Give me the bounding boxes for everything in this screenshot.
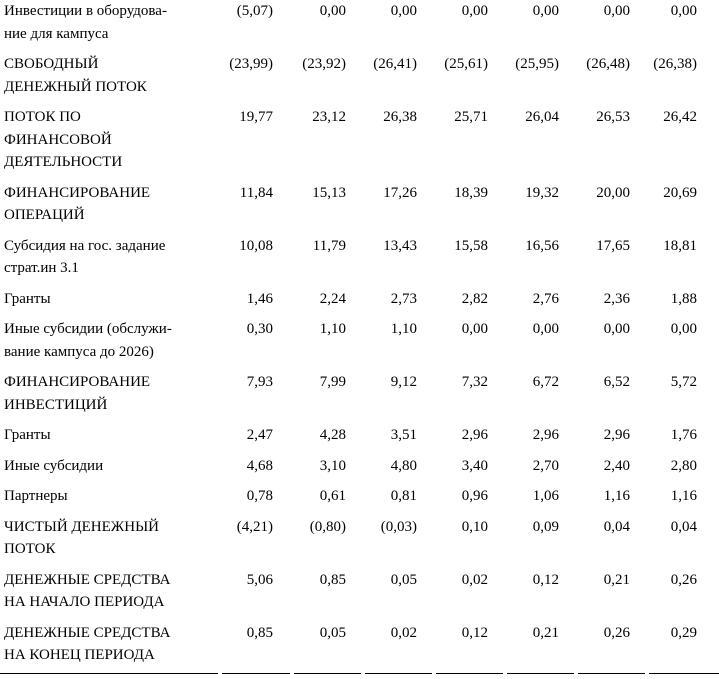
value-cell: 2,36: [603, 290, 630, 307]
row-label: ФИНАНСИРОВАНИЕ ИНВЕСТИЦИЙ: [4, 374, 151, 413]
rule-gap: [361, 673, 365, 674]
value-cell: 16,56: [525, 237, 559, 254]
value-cell: 26,53: [596, 109, 630, 125]
row-label: Партнеры: [4, 488, 68, 504]
rule-gap: [432, 673, 436, 674]
value-cell: 2,82: [461, 290, 488, 307]
value-cell: (23,99): [229, 56, 273, 72]
table-row: [0, 485, 719, 516]
value-cell: 0,81: [390, 488, 417, 504]
value-cell: 0,12: [532, 571, 559, 588]
value-cell: 19,77: [239, 109, 273, 125]
rule-gap: [503, 673, 507, 674]
value-cell: 0,00: [319, 3, 346, 19]
value-cell: (0,80): [309, 518, 346, 535]
value-cell: 23,12: [312, 109, 346, 125]
value-cell: 2,80: [670, 457, 697, 474]
value-cell: 0,00: [461, 321, 488, 337]
value-cell: 18,81: [663, 237, 697, 254]
value-cell: 2,24: [319, 290, 346, 307]
value-cell: 0,26: [670, 571, 697, 588]
value-cell: 0,00: [390, 3, 417, 19]
value-cell: 5,06: [246, 571, 273, 588]
value-cell: 0,10: [461, 518, 488, 535]
value-cell: 0,04: [603, 518, 630, 535]
value-cell: 9,12: [390, 374, 417, 390]
rule-gap: [218, 673, 222, 674]
rule-gap: [645, 673, 649, 674]
value-cell: 2,47: [246, 427, 273, 443]
value-cell: 7,32: [461, 374, 488, 390]
table-row: [0, 106, 719, 182]
value-cell: 13,43: [383, 237, 417, 254]
value-cell: 4,68: [246, 457, 273, 474]
value-cell: 3,51: [390, 427, 417, 443]
value-cell: 26,38: [383, 109, 417, 125]
value-cell: 0,30: [246, 321, 273, 337]
value-cell: 1,88: [670, 290, 697, 307]
value-cell: 0,04: [670, 518, 697, 535]
row-label: ПОТОК ПО ФИНАНСОВОЙ ДЕЯТЕЛЬНОСТИ: [4, 109, 123, 170]
value-cell: 7,99: [319, 374, 346, 390]
value-cell: 0,00: [603, 321, 630, 337]
value-cell: 0,02: [390, 624, 417, 641]
value-cell: 3,10: [319, 457, 346, 474]
value-cell: 0,12: [461, 624, 488, 641]
table-row: [0, 622, 719, 675]
value-cell: 1,10: [390, 321, 417, 337]
row-label: Субсидия на гос. задание страт.ин 3.1: [4, 237, 166, 276]
value-cell: 0,00: [461, 3, 488, 19]
value-cell: 1,46: [246, 290, 273, 307]
value-cell: 0,21: [532, 624, 559, 641]
table-row: [0, 318, 719, 371]
value-cell: 10,08: [239, 237, 273, 254]
value-cell: (26,38): [653, 56, 697, 72]
value-cell: 0,96: [461, 488, 488, 504]
rule-gap: [290, 673, 294, 674]
value-cell: 15,58: [454, 237, 488, 254]
value-cell: 0,05: [319, 624, 346, 641]
value-cell: 19,32: [525, 184, 559, 201]
value-cell: (25,61): [444, 56, 488, 72]
value-cell: 0,85: [246, 624, 273, 641]
value-cell: 1,76: [670, 427, 697, 443]
value-cell: (26,41): [373, 56, 417, 72]
row-label: Иные субсидии (обслужи- вание кампуса до 2026): [4, 321, 172, 360]
value-cell: 11,84: [239, 184, 273, 201]
value-cell: 2,70: [532, 457, 559, 474]
value-cell: 2,96: [461, 427, 488, 443]
row-label: Гранты: [4, 290, 51, 307]
value-cell: 20,69: [663, 184, 697, 201]
value-cell: 17,65: [596, 237, 630, 254]
row-label: ДЕНЕЖНЫЕ СРЕДСТВА НА КОНЕЦ ПЕРИОДА: [4, 624, 171, 663]
value-cell: 0,85: [319, 571, 346, 588]
value-cell: 0,29: [670, 624, 697, 641]
value-cell: 6,52: [603, 374, 630, 390]
table-row: [0, 0, 719, 53]
value-cell: 6,72: [532, 374, 559, 390]
value-cell: 1,16: [603, 488, 630, 504]
row-label: ДЕНЕЖНЫЕ СРЕДСТВА НА НАЧАЛО ПЕРИОДА: [4, 571, 171, 610]
value-cell: 0,09: [532, 518, 559, 535]
row-label: Инвестиции в оборудова- ние для кампуса: [4, 3, 167, 42]
table-row: [0, 235, 719, 288]
row-label: Иные субсидии: [4, 457, 104, 474]
value-cell: 0,00: [532, 3, 559, 19]
value-cell: 25,71: [454, 109, 488, 125]
value-cell: 7,93: [246, 374, 273, 390]
value-cell: 18,39: [454, 184, 488, 201]
row-label: ФИНАНСИРОВАНИЕ ОПЕРАЦИЙ: [4, 184, 151, 223]
value-cell: 0,00: [603, 3, 630, 19]
value-cell: (0,03): [380, 518, 417, 535]
value-cell: 0,00: [670, 321, 697, 337]
value-cell: 0,21: [603, 571, 630, 588]
value-cell: (26,48): [586, 56, 630, 72]
rule-gap: [574, 673, 578, 674]
table-row: [0, 455, 719, 486]
value-cell: 2,96: [532, 427, 559, 443]
value-cell: 2,96: [603, 427, 630, 443]
value-cell: 5,72: [670, 374, 697, 390]
value-cell: 15,13: [312, 184, 346, 201]
bottom-rule: [0, 673, 719, 674]
table-row: [0, 288, 719, 319]
value-cell: 26,42: [663, 109, 697, 125]
value-cell: (25,95): [515, 56, 559, 72]
value-cell: 2,40: [603, 457, 630, 474]
value-cell: (4,21): [236, 518, 273, 535]
table-row: [0, 516, 719, 569]
value-cell: 4,80: [390, 457, 417, 474]
table-row: [0, 424, 719, 455]
value-cell: 0,00: [532, 321, 559, 337]
value-cell: 0,61: [319, 488, 346, 504]
value-cell: 1,10: [319, 321, 346, 337]
row-label: Гранты: [4, 427, 51, 443]
row-label: ЧИСТЫЙ ДЕНЕЖНЫЙ ПОТОК: [4, 518, 159, 557]
value-cell: 17,26: [383, 184, 417, 201]
value-cell: 4,28: [319, 427, 346, 443]
table-row: [0, 371, 719, 424]
value-cell: 0,05: [390, 571, 417, 588]
value-cell: (5,07): [236, 3, 273, 19]
value-cell: 1,06: [532, 488, 559, 504]
value-cell: 20,00: [596, 184, 630, 201]
value-cell: 26,04: [525, 109, 559, 125]
table-row: [0, 569, 719, 622]
value-cell: 0,02: [461, 571, 488, 588]
row-label: СВОБОДНЫЙ ДЕНЕЖНЫЙ ПОТОК: [4, 56, 147, 95]
table-row: [0, 53, 719, 106]
value-cell: (23,92): [302, 56, 346, 72]
value-cell: 0,26: [603, 624, 630, 641]
table-row: [0, 182, 719, 235]
value-cell: 2,76: [532, 290, 559, 307]
value-cell: 0,78: [246, 488, 273, 504]
value-cell: 3,40: [461, 457, 488, 474]
value-cell: 1,16: [670, 488, 697, 504]
value-cell: 11,79: [312, 237, 346, 254]
value-cell: 0,00: [670, 3, 697, 19]
value-cell: 2,73: [390, 290, 417, 307]
